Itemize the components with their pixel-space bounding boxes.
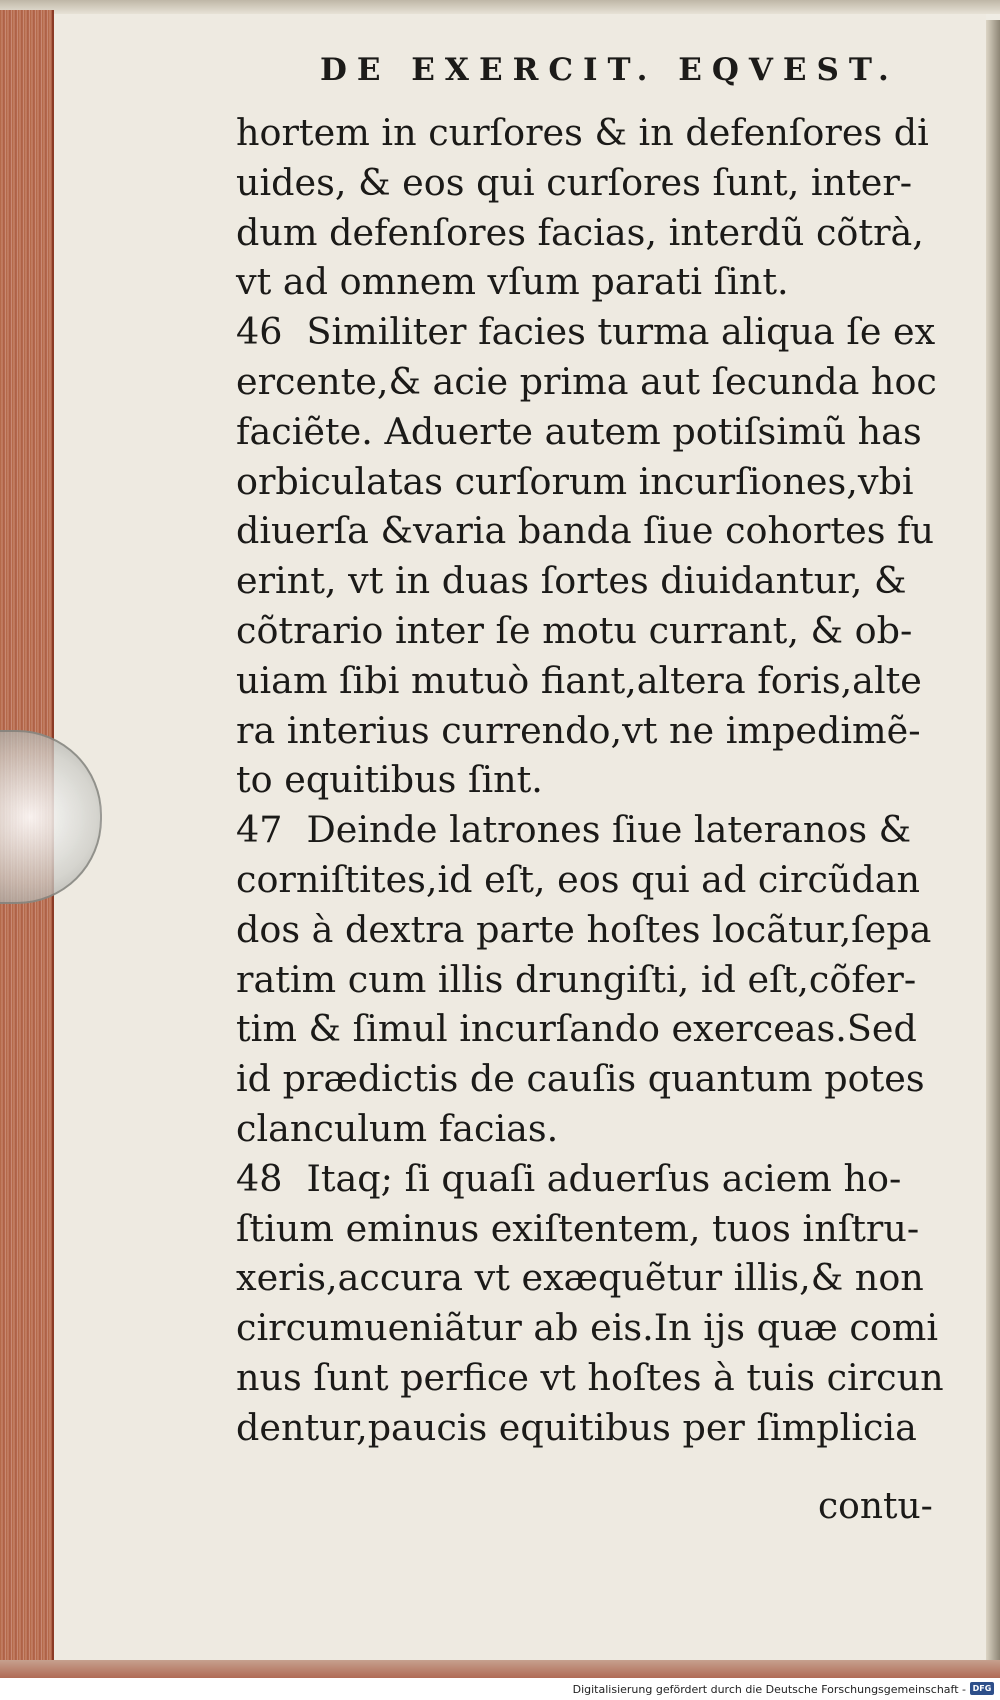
text-line: tim & ſimul incurſando exerceas.Sed xyxy=(236,1007,917,1051)
text-line: Similiter facies turma aliqua ſe ex xyxy=(306,310,936,354)
paragraph-number: 46 xyxy=(236,310,283,354)
paragraph-number: 48 xyxy=(236,1156,283,1200)
paragraph-46-first-line xyxy=(236,307,956,357)
text-line: Deinde latrones ſiue lateranos & xyxy=(306,808,912,852)
text-line: cõtrario inter ſe motu currant, & ob- xyxy=(236,608,913,652)
text-line: id prædictis de cauſis quantum potes xyxy=(236,1057,925,1101)
catchword: contu- xyxy=(818,1486,933,1527)
text-line: dos à dextra parte hoſtes locãtur,ſepa xyxy=(236,907,932,951)
paragraph-48-first-line xyxy=(236,1154,956,1204)
page-edge-top xyxy=(0,0,1000,14)
text-line: faciẽte. Aduerte autem potiſsimũ has xyxy=(236,409,922,453)
page-edge-right xyxy=(986,20,1000,1660)
text-line: clanculum facias. xyxy=(236,1106,559,1150)
text-line: uides, & eos qui curſores ſunt, inter- xyxy=(236,160,913,204)
text-line: circumueniãtur ab eis.In ijs quæ comi xyxy=(236,1306,939,1350)
text-line: erint, vt in duas ſortes diuidantur, & xyxy=(236,559,907,603)
running-head: DE EXERCIT. EQVEST. xyxy=(320,52,899,88)
text-line: uiam ſibi mutuò fiant,altera foris,alte xyxy=(236,658,922,702)
text-line: ſtium eminus exiſtentem, tuos inſtru- xyxy=(236,1206,920,1250)
text-line: dentur,paucis equitibus per ſimplicia xyxy=(236,1405,917,1449)
text-line: vt ad omnem vſum parati ſint. xyxy=(236,260,789,304)
page-edge-bottom xyxy=(0,1660,1000,1678)
text-line: to equitibus ſint. xyxy=(236,758,543,802)
dfg-logo-icon: DFG xyxy=(970,1682,994,1695)
text-line: xeris,accura vt exæquẽtur illis,& non xyxy=(236,1256,924,1300)
paragraph-47-first-line xyxy=(236,805,956,855)
paragraph-number: 47 xyxy=(236,808,283,852)
body-text xyxy=(236,108,956,1453)
text-line: corniſtites,id eſt, eos qui ad circũdan xyxy=(236,857,921,901)
text-line: ercente,& acie prima aut ſecunda hoc xyxy=(236,359,937,403)
text-line: ratim cum illis drungiſti, id eſt,cõfer- xyxy=(236,957,917,1001)
text-line: ra interius currendo,vt ne impedimẽ- xyxy=(236,708,921,752)
text-line: nus ſunt perfice vt hoſtes à tuis circun xyxy=(236,1355,944,1399)
text-line: orbiculatas curſorum incurſiones,vbi xyxy=(236,459,914,503)
text-line: dum defenſores facias, interdũ cõtrà, xyxy=(236,210,924,254)
text-line: hortem in curſores & in defenſores di xyxy=(236,111,929,154)
footer-credit: Digitalisierung gefördert durch die Deutsche Forschungsgemeinschaft - xyxy=(572,1683,966,1696)
text-line: Itaq; ſi quaſi aduerſus aciem ho- xyxy=(306,1156,902,1200)
text-line: diuerſa &varia banda ſiue cohortes fu xyxy=(236,509,935,553)
